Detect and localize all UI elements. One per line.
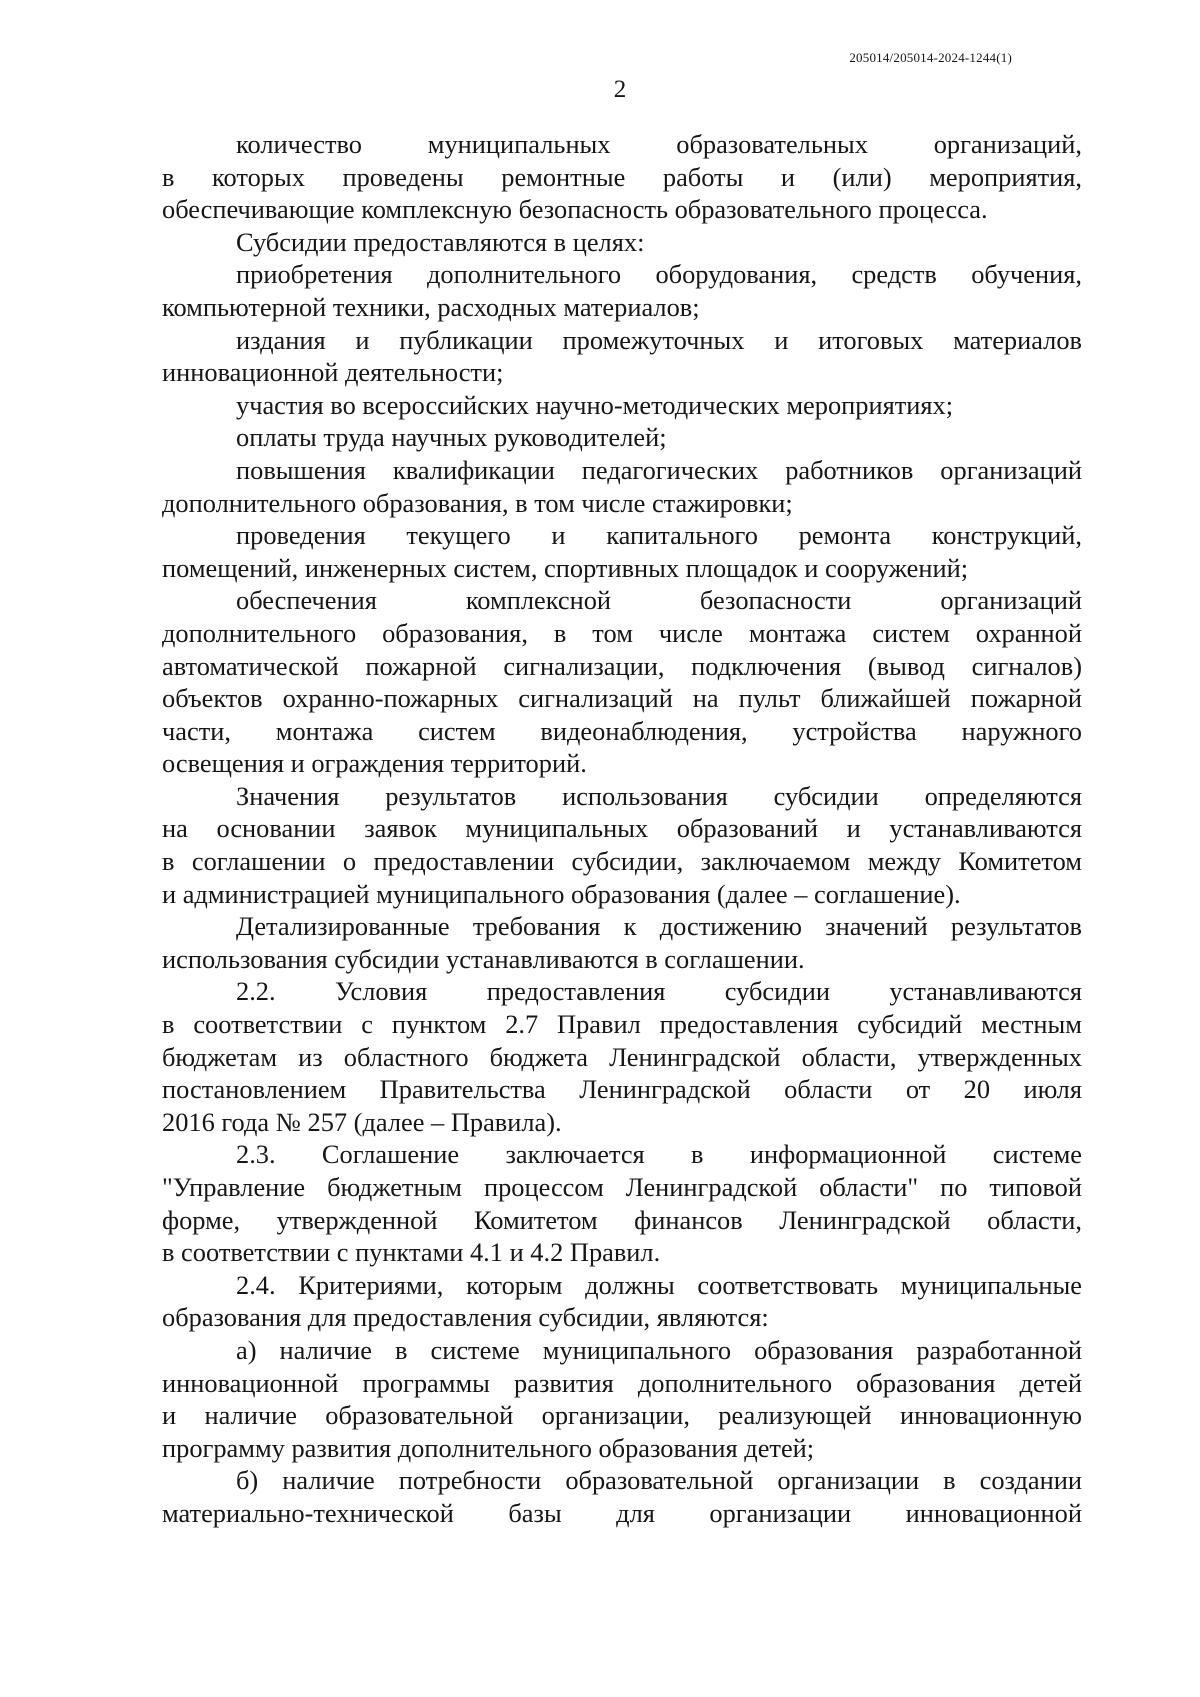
text-line: помещений, инженерных систем, спортивных площадок и сооружений;	[162, 552, 969, 583]
text-line: 2.4. Критериями, которым должны соответствовать муниципальные	[236, 1269, 1082, 1300]
text-line: Значения результатов использования субсидии определяются	[236, 780, 1082, 811]
text-line: дополнительного образования, в том числе монтажа систем охранной	[162, 617, 1082, 648]
text-line: автоматической пожарной сигнализации, подключения (вывод сигналов)	[162, 650, 1082, 681]
text-line: в соглашении о предоставлении субсидии, заключаемом между Комитетом	[162, 846, 1082, 877]
text-line: б) наличие потребности образовательной организации в создании	[236, 1465, 1082, 1496]
text-line: и наличие образовательной организации, реализующей инновационную	[162, 1400, 1082, 1431]
text-line: на основании заявок муниципальных образований и устанавливаются	[162, 813, 1082, 844]
paragraph	[162, 1269, 1082, 1334]
text-line: Детализированные требования к достижению значений результатов	[236, 911, 1082, 942]
paragraph	[162, 1464, 1082, 1529]
text-line: 2.3. Соглашение заключается в информационной системе	[236, 1139, 1082, 1170]
paragraph	[162, 519, 1082, 584]
paragraph	[162, 1138, 1082, 1268]
paragraph	[162, 1334, 1082, 1464]
text-line: участия во всероссийских научно-методических мероприятиях;	[236, 389, 954, 420]
text-line: освещения и ограждения территорий.	[162, 748, 587, 779]
paragraph	[162, 421, 1082, 454]
text-line: образования для предоставления субсидии, являются:	[162, 1302, 769, 1333]
text-line: в которых проведены ремонтные работы и (или) мероприятия,	[162, 161, 1082, 192]
paragraph	[162, 324, 1082, 389]
text-line: части, монтажа систем видеонаблюдения, устройства наружного	[162, 715, 1082, 746]
text-line: в соответствии с пунктами 4.1 и 4.2 Правил.	[162, 1237, 661, 1268]
text-line: форме, утвержденной Комитетом финансов Ленинградской области,	[162, 1204, 1082, 1235]
paragraph	[162, 389, 1082, 422]
text-line: в соответствии с пунктом 2.7 Правил предоставления субсидий местным	[162, 1009, 1082, 1040]
paragraph	[162, 780, 1082, 910]
text-line: и администрацией муниципального образования (далее – соглашение).	[162, 878, 961, 909]
text-line: издания и публикации промежуточных и итоговых материалов	[236, 324, 1082, 355]
text-line: обеспечивающие комплексную безопасность образовательного процесса.	[162, 194, 988, 225]
paragraph	[162, 910, 1082, 975]
text-line: количество муниципальных образовательных организаций,	[236, 129, 1082, 159]
text-line: компьютерной техники, расходных материалов;	[162, 291, 700, 322]
page-number: 2	[613, 76, 627, 103]
paragraph	[162, 226, 1082, 259]
text-line: "Управление бюджетным процессом Ленинградской области" по типовой	[162, 1172, 1082, 1202]
text-line: приобретения дополнительного оборудования, средств обучения,	[236, 259, 1082, 290]
text-line: бюджетам из областного бюджета Ленинградской области, утвержденных	[162, 1041, 1082, 1072]
paragraph	[162, 258, 1082, 323]
paragraph	[162, 454, 1082, 519]
text-line: повышения квалификации педагогических работников организаций	[236, 454, 1082, 485]
text-line: инновационной деятельности;	[162, 357, 504, 388]
text-line: материально-технической базы для организации инновационной	[162, 1497, 1082, 1528]
text-line: обеспечения комплексной безопасности организаций	[236, 585, 1082, 616]
text-line: Субсидии предоставляются в целях:	[236, 226, 645, 257]
paragraph	[162, 975, 1082, 1138]
text-line: 2.2. Условия предоставления субсидии устанавливаются	[236, 976, 1082, 1007]
text-line: постановлением Правительства Ленинградской области от 20 июля	[162, 1074, 1082, 1105]
paragraph	[162, 584, 1082, 780]
text-line: использования субсидии устанавливаются в соглашении.	[162, 943, 805, 974]
text-line: программу развития дополнительного образования детей;	[162, 1432, 815, 1463]
text-line: проведения текущего и капитального ремонта конструкций,	[236, 520, 1082, 551]
text-line: а) наличие в системе муниципального образования разработанной	[236, 1334, 1082, 1365]
document-body	[162, 128, 1082, 1530]
text-line: оплаты труда научных руководителей;	[236, 422, 667, 453]
paragraph	[162, 128, 1082, 226]
text-line: дополнительного образования, в том числе стажировки;	[162, 487, 793, 518]
text-line: объектов охранно-пожарных сигнализаций на пульт ближайшей пожарной	[162, 683, 1082, 714]
text-line: 2016 года № 257 (далее – Правила).	[162, 1106, 562, 1137]
document-registration-number: 205014/205014-2024-1244(1)	[849, 50, 1012, 65]
text-line: инновационной программы развития дополнительного образования детей	[162, 1367, 1082, 1398]
